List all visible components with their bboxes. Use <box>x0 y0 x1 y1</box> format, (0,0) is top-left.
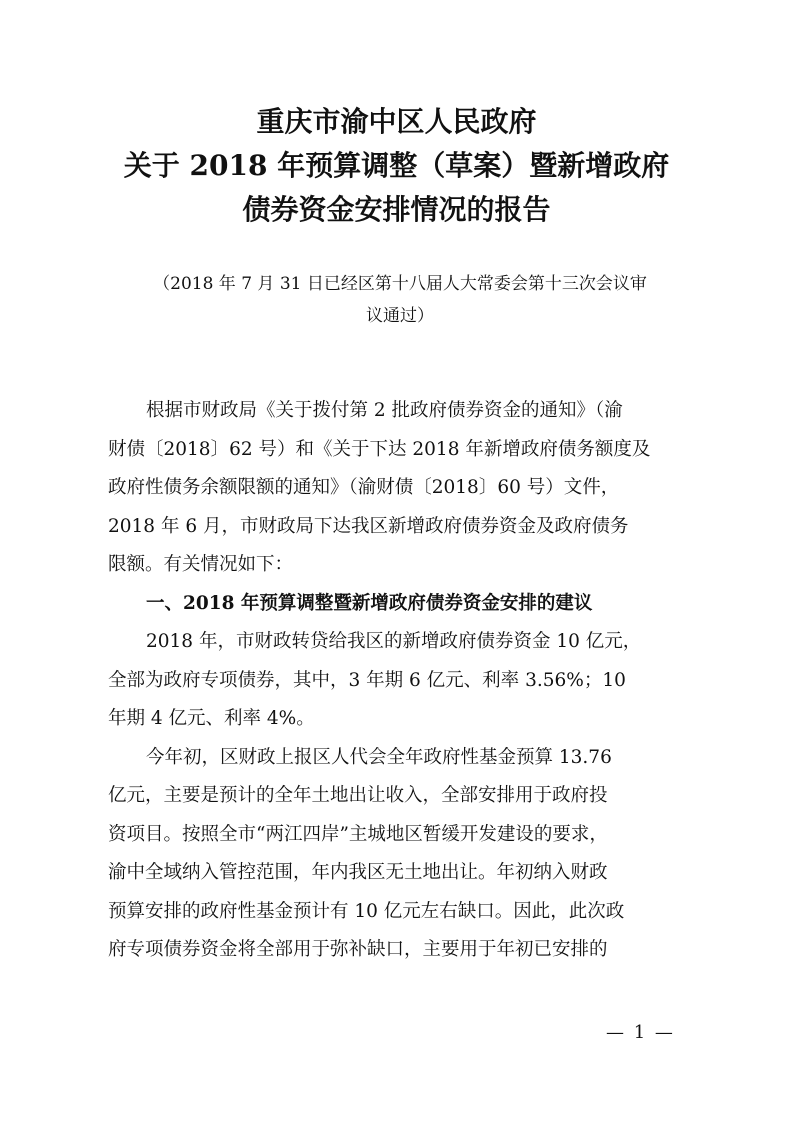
section-heading-1: 一、2018 年预算调整暨新增政府债券资金安排的建议 <box>146 592 593 614</box>
title-line-3: 债券资金安排情况的报告 <box>242 193 551 226</box>
body-line-14: 预算安排的政府性基金预计有 10 亿元左右缺口。因此，此次政 <box>108 900 625 922</box>
body-line-8: 全部为政府专项债券，其中，3 年期 6 亿元、利率 3.56%；10 <box>108 669 626 691</box>
body-line-3: 政府性债务余额限额的通知》（渝财债〔2018〕60 号）文件， <box>108 477 620 498</box>
title-line-2: 关于 2018 年预算调整（草案）暨新增政府 <box>123 149 670 182</box>
page-number: — 1 — <box>606 1022 675 1043</box>
body-line-13: 渝中全域纳入管控范围，年内我区无土地出让。年初纳入财政 <box>108 862 608 883</box>
body-line-7: 2018 年，市财政转贷给我区的新增政府债券资金 10 亿元， <box>146 631 642 652</box>
body-line-1: 根据市财政局《关于拨付第 2 批政府债券资金的通知》（渝 <box>146 400 623 421</box>
body-line-9: 年期 4 亿元、利率 4%。 <box>108 708 315 729</box>
body-line-10: 今年初，区财政上报区人代会全年政府性基金预算 13.76 <box>146 746 612 768</box>
body-line-11: 亿元，主要是预计的全年土地出让收入，全部安排用于政府投 <box>108 785 608 806</box>
subtitle-line-1: （2018 年 7 月 31 日已经区第十八届人大常委会第十三次会议审 <box>153 274 647 294</box>
document-subtitle <box>105 268 695 332</box>
subtitle-line-2: 议通过） <box>366 306 434 326</box>
body-line-12: 资项目。按照全市“两江四岸”主城地区暂缓开发建设的要求， <box>108 823 608 845</box>
body-line-15: 府专项债券资金将全部用于弥补缺口，主要用于年初已安排的 <box>108 939 608 960</box>
document-body <box>108 392 688 970</box>
document-title <box>0 100 793 232</box>
title-line-1: 重庆市渝中区人民政府 <box>256 105 537 138</box>
body-line-2: 财债〔2018〕62 号）和《关于下达 2018 年新增政府债务额度及 <box>108 438 651 460</box>
body-line-5: 限额。有关情况如下： <box>108 554 294 575</box>
body-line-4: 2018 年 6 月，市财政局下达我区新增政府债券资金及政府债务 <box>108 515 629 537</box>
